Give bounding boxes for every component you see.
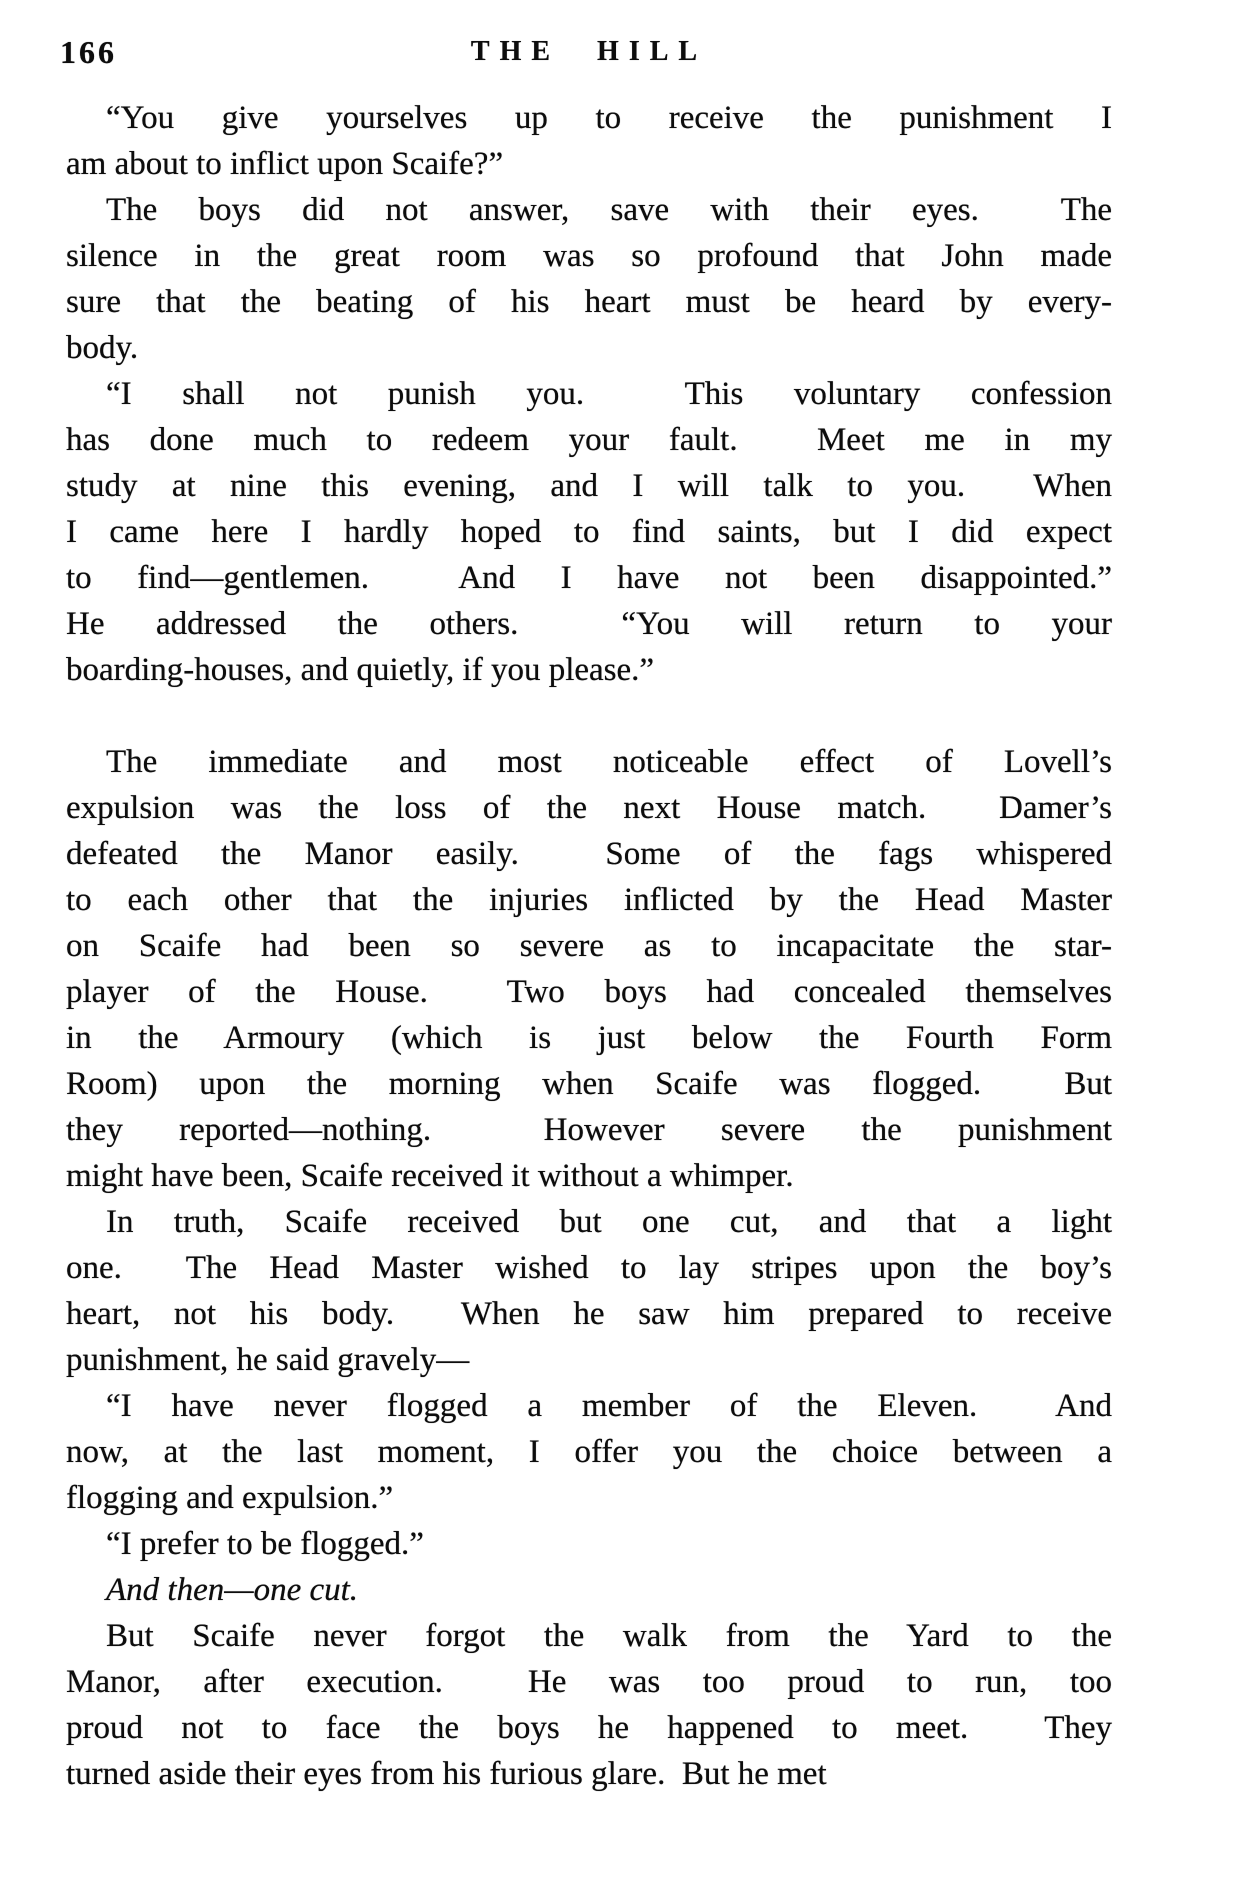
text-line: He addressed the others. “You will return to your: [66, 606, 1112, 642]
text-line: turned aside their eyes from his furious glare. But he met: [66, 1756, 827, 1792]
text-line: might have been, Scaife received it without a whimper.: [66, 1158, 794, 1194]
text-line: body.: [66, 330, 139, 366]
text-line: to each other that the injuries inflicted by the Head Master: [66, 882, 1112, 918]
text-line: on Scaife had been so severe as to incapacitate the star-: [66, 928, 1112, 964]
text-line: silence in the great room was so profound that John made: [66, 238, 1112, 274]
text-line: heart, not his body. When he saw him prepared to receive: [66, 1296, 1112, 1332]
page-header: [60, 34, 1112, 76]
text-line: am about to inflict upon Scaife?”: [66, 146, 504, 182]
paragraph: [66, 1383, 1112, 1521]
text-line: punishment, he said gravely—: [66, 1342, 470, 1378]
text-line: defeated the Manor easily. Some of the fags whispered: [66, 836, 1112, 872]
text-line: “I have never flogged a member of the Eleven. And: [106, 1388, 1112, 1424]
running-title: THE HILL: [470, 36, 708, 67]
text-line: expulsion was the loss of the next House match. Damer’s: [66, 790, 1112, 826]
paragraph: [66, 1567, 1112, 1613]
paragraph: [66, 739, 1112, 1199]
text-line: “I prefer to be flogged.”: [106, 1526, 424, 1562]
text-line: “You give yourselves up to receive the punishment I: [106, 100, 1112, 136]
text-line: to find—gentlemen. And I have not been disappointed.”: [66, 560, 1112, 596]
page-number: 166: [60, 34, 117, 70]
text-line: flogging and expulsion.”: [66, 1480, 394, 1516]
text-line: proud not to face the boys he happened to meet. They: [66, 1710, 1112, 1746]
paragraph: [66, 1199, 1112, 1383]
text-line: boarding-houses, and quietly, if you please.”: [66, 652, 655, 688]
text-line: “I shall not punish you. This voluntary confession: [106, 376, 1112, 412]
text-column: [60, 34, 1112, 1797]
text-line: one. The Head Master wished to lay stripes upon the boy’s: [66, 1250, 1112, 1286]
text-line: I came here I hardly hoped to find saints, but I did expect: [66, 514, 1112, 550]
paragraph: [66, 187, 1112, 371]
text-line: But Scaife never forgot the walk from the Yard to the: [106, 1618, 1112, 1654]
text-line: player of the House. Two boys had concealed themselves: [66, 974, 1112, 1010]
paragraph: [66, 95, 1112, 187]
text-line: has done much to redeem your fault. Meet me in my: [66, 422, 1112, 458]
text-line: now, at the last moment, I offer you the choice between a: [66, 1434, 1112, 1470]
paragraph: [66, 1521, 1112, 1567]
text-line: Manor, after execution. He was too proud to run, too: [66, 1664, 1112, 1700]
paragraph: [66, 371, 1112, 693]
text-line: sure that the beating of his heart must be heard by every-: [66, 284, 1112, 320]
text-line: In truth, Scaife received but one cut, and that a light: [106, 1204, 1112, 1240]
text-line: The immediate and most noticeable effect of Lovell’s: [106, 744, 1112, 780]
text-line: study at nine this evening, and I will talk to you. When: [66, 468, 1112, 504]
text-line: The boys did not answer, save with their eyes. The: [106, 192, 1112, 228]
paragraph: [66, 1613, 1112, 1797]
text-line: Room) upon the morning when Scaife was flogged. But: [66, 1066, 1112, 1102]
text-line: in the Armoury (which is just below the Fourth Form: [66, 1020, 1112, 1056]
text-line: And then—one cut.: [106, 1572, 359, 1608]
page-body: [66, 95, 1112, 1797]
text-line: they reported—nothing. However severe the punishment: [66, 1112, 1112, 1148]
